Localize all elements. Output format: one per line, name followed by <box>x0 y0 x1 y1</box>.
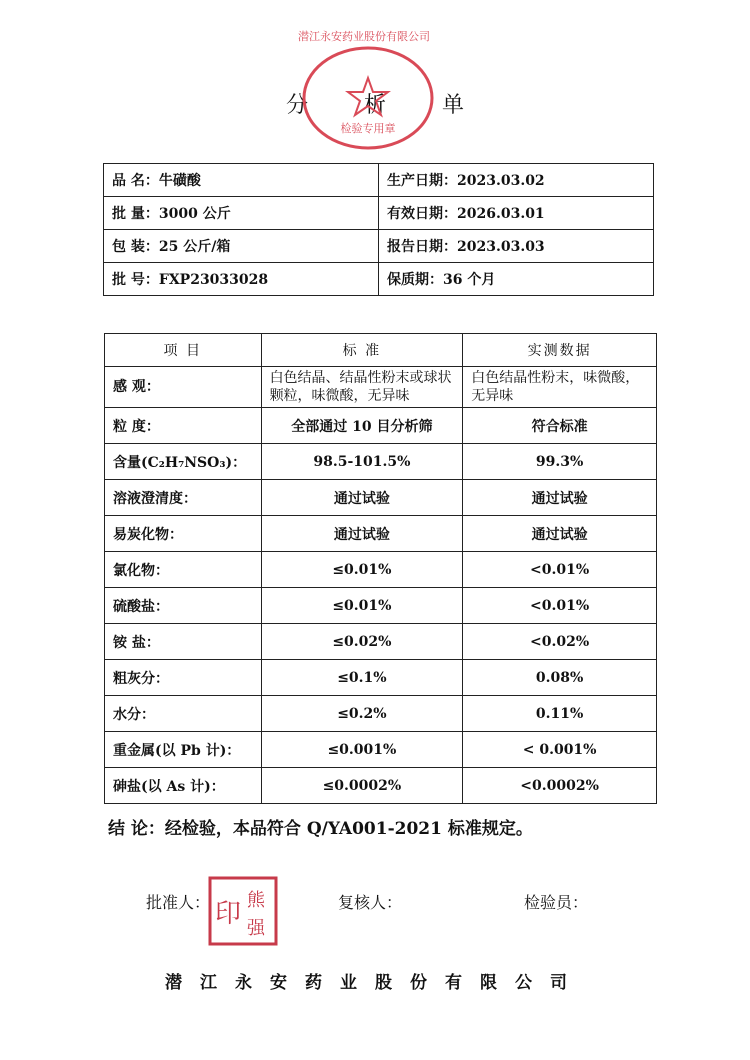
result-row <box>105 624 657 660</box>
standard-value: ≤0.01% <box>261 552 463 588</box>
result-row <box>105 660 657 696</box>
info-cell: 保质期：36 个月 <box>379 263 654 296</box>
test-item: 水分： <box>105 696 262 732</box>
reviewer-label: 复核人： <box>338 893 403 912</box>
approver-seal <box>208 876 278 946</box>
column-header: 标 准 <box>261 334 463 367</box>
test-item: 易炭化物： <box>105 516 262 552</box>
product-info-table <box>103 163 654 296</box>
standard-value: ≤0.02% <box>261 624 463 660</box>
info-cell: 生产日期：2023.03.02 <box>379 164 654 197</box>
measured-value: <0.02% <box>463 624 657 660</box>
info-cell: 批 号：FXP23033028 <box>104 263 379 296</box>
test-item: 粒 度： <box>105 408 262 444</box>
measured-value: < 0.001% <box>463 732 657 768</box>
test-item: 砷盐(以 As 计)： <box>105 768 262 804</box>
result-row <box>105 444 657 480</box>
standard-value: ≤0.01% <box>261 588 463 624</box>
seal-char-1: 熊 <box>247 890 265 911</box>
info-row <box>104 164 654 197</box>
info-cell: 报告日期：2023.03.03 <box>379 230 654 263</box>
measured-value: 0.08% <box>463 660 657 696</box>
stamp-text-bottom: 检验专用章 <box>340 122 396 135</box>
inspector-label: 检验员： <box>524 893 589 912</box>
info-row <box>104 230 654 263</box>
test-item: 溶液澄清度： <box>105 480 262 516</box>
result-row <box>105 408 657 444</box>
approver-label: 批准人： <box>146 893 211 912</box>
test-item: 重金属(以 Pb 计)： <box>105 732 262 768</box>
test-item: 铵 盐： <box>105 624 262 660</box>
standard-value: 98.5-101.5% <box>261 444 463 480</box>
standard-value: ≤0.2% <box>261 696 463 732</box>
test-results-table <box>104 333 657 804</box>
measured-value: <0.0002% <box>463 768 657 804</box>
inspection-stamp <box>298 30 438 150</box>
stamp-star-icon <box>348 78 388 115</box>
standard-value: 通过试验 <box>261 480 463 516</box>
result-row <box>105 696 657 732</box>
info-row <box>104 263 654 296</box>
info-cell: 有效日期：2026.03.01 <box>379 197 654 230</box>
info-row <box>104 197 654 230</box>
measured-value: 白色结晶性粉末，味微酸，无异味 <box>463 367 657 408</box>
measured-value: 符合标准 <box>463 408 657 444</box>
page-title: 分析单 <box>285 93 520 118</box>
result-row <box>105 768 657 804</box>
column-header: 项 目 <box>105 334 262 367</box>
result-row <box>105 516 657 552</box>
info-cell: 品 名：牛磺酸 <box>104 164 379 197</box>
seal-char-2: 强 <box>247 918 265 939</box>
standard-value: ≤0.001% <box>261 732 463 768</box>
result-row <box>105 588 657 624</box>
result-row <box>105 367 657 408</box>
info-cell: 包 装：25 公斤/箱 <box>104 230 379 263</box>
measured-value: 通过试验 <box>463 480 657 516</box>
measured-value: 通过试验 <box>463 516 657 552</box>
result-row <box>105 732 657 768</box>
test-item: 粗灰分： <box>105 660 262 696</box>
seal-char-3: 印 <box>214 899 242 929</box>
conclusion: 结 论：经检验，本品符合 Q/YA001-2021 标准规定。 <box>108 819 533 839</box>
standard-value: 白色结晶、结晶性粉末或球状颗粒，味微酸，无异味 <box>261 367 463 408</box>
stamp-text-top: 潜江永安药业股份有限公司 <box>298 30 430 43</box>
info-cell: 批 量：3000 公斤 <box>104 197 379 230</box>
measured-value: <0.01% <box>463 552 657 588</box>
company-name: 潜江永安药业股份有限公司 <box>165 973 585 993</box>
test-item: 含量(C₂H₇NSO₃)： <box>105 444 262 480</box>
standard-value: ≤0.1% <box>261 660 463 696</box>
test-item: 感 观： <box>105 367 262 408</box>
result-row <box>105 552 657 588</box>
test-item: 硫酸盐： <box>105 588 262 624</box>
measured-value: 0.11% <box>463 696 657 732</box>
standard-value: 全部通过 10 目分析筛 <box>261 408 463 444</box>
standard-value: ≤0.0002% <box>261 768 463 804</box>
test-item: 氯化物： <box>105 552 262 588</box>
result-row <box>105 480 657 516</box>
measured-value: 99.3% <box>463 444 657 480</box>
results-header-row <box>105 334 657 367</box>
standard-value: 通过试验 <box>261 516 463 552</box>
measured-value: <0.01% <box>463 588 657 624</box>
column-header: 实测数据 <box>463 334 657 367</box>
